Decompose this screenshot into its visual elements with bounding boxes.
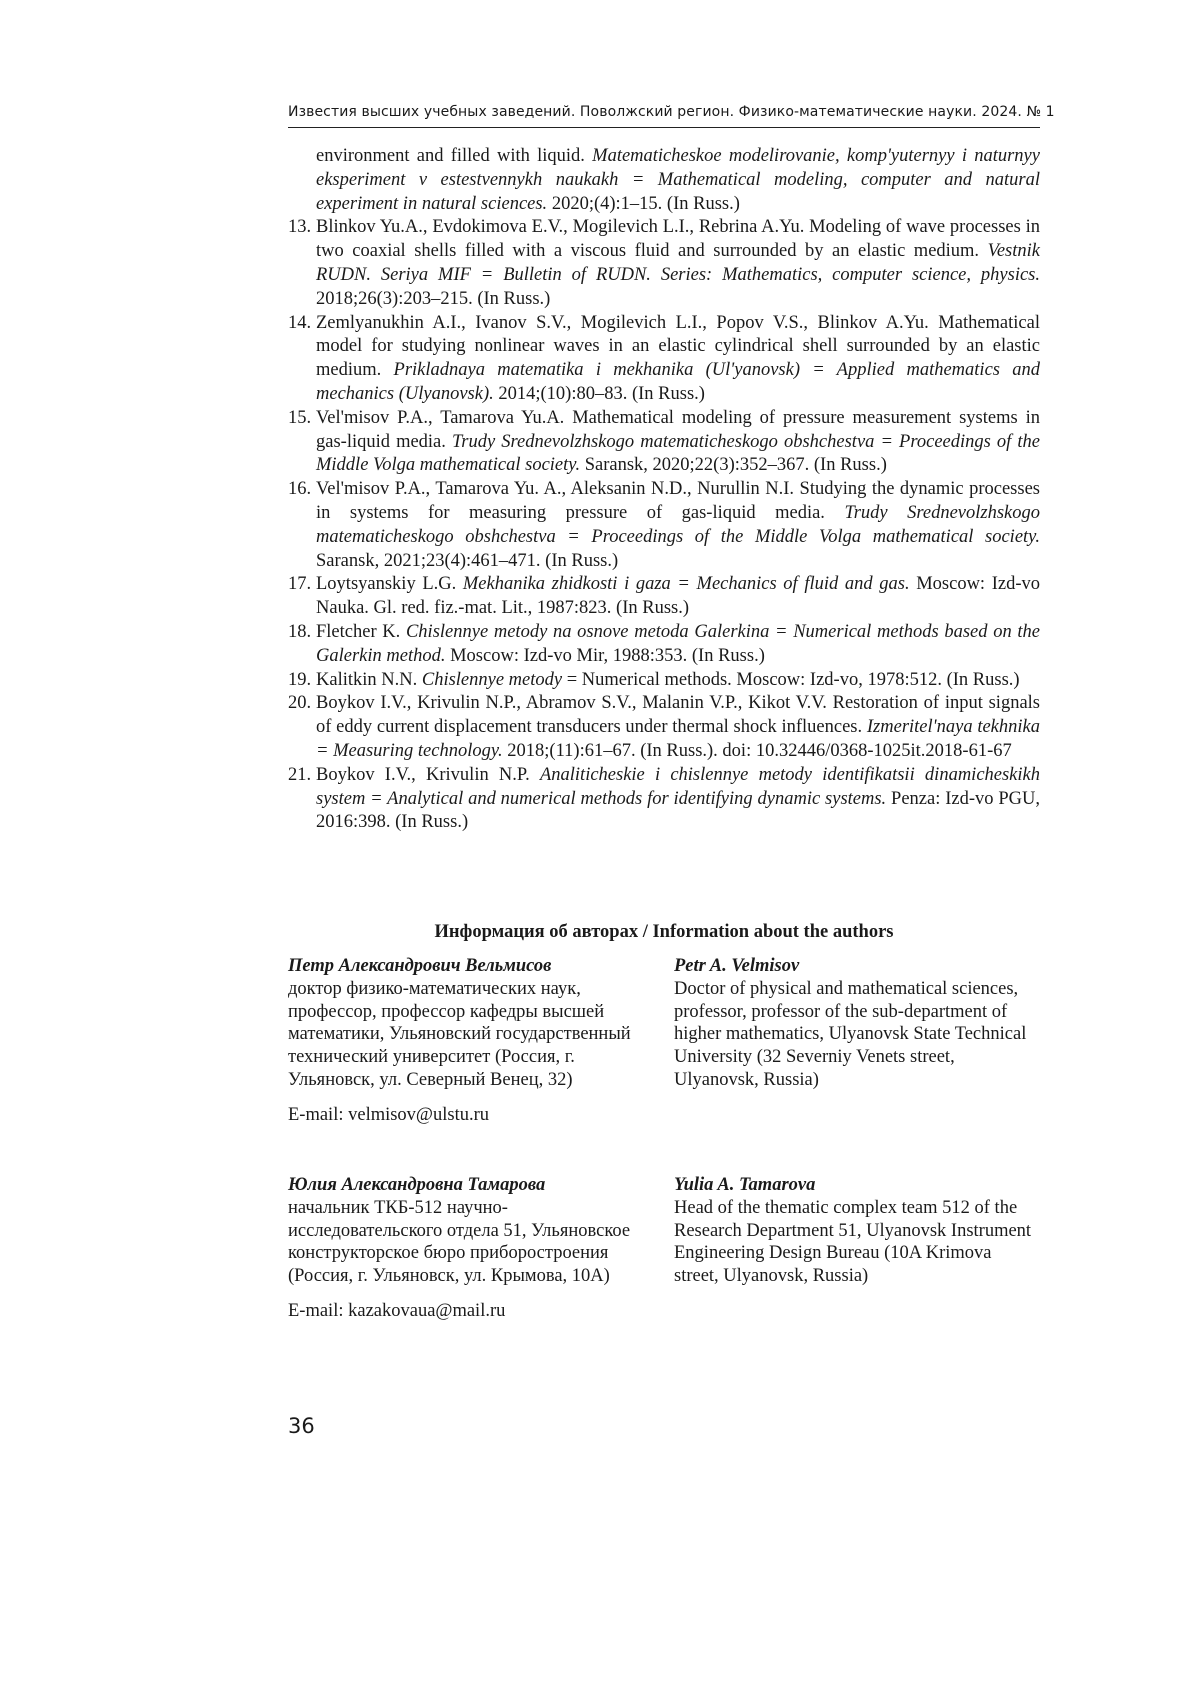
reference-text: Vel'misov P.A., Tamarova Yu. A., Aleksanin N.D., Nurullin N.I. Studying the dynamic processes in systems for measuring pressure of gas-liquid media. Trudy Srednevolzhskogo matematicheskogo obshchestva = Proceedings of the Middle Volga mathematical society. Saransk, 2021;23(4):461–471. (In Russ.) xyxy=(316,479,1041,571)
reference-number: 13. xyxy=(288,217,312,238)
author-name: Петр Александрович Вельмисов xyxy=(288,956,552,976)
author-1-en xyxy=(674,955,1034,1092)
author-bio: доктор физико-математических наук, профессор, профессор кафедры высшей математики, Ульяновский государственный технический университет (Россия, г. Ульяновск, ул. Северный Венец, 32) xyxy=(288,978,631,1090)
author-2-ru xyxy=(288,1174,648,1323)
author-bio: Doctor of physical and mathematical sciences, professor, professor of the sub-department of higher mathematics, Ulyanovsk State Technical University (32 Severniy Venets street, Ulyanovsk, Russia) xyxy=(674,978,1027,1090)
reference-number: 20. xyxy=(288,693,312,714)
reference-list xyxy=(288,145,1040,835)
reference-text: Boykov I.V., Krivulin N.P., Abramov S.V., Malanin V.P., Kikot V.V. Restoration of input signals of eddy current displacement transducers under thermal shock influences. Izmeritel'naya tekhnika = Measuring technology. 2018;(11):61–67. (In Russ.). doi: 10.32446/0368-1025it.2018-61-67 xyxy=(316,693,1040,761)
reference-item xyxy=(288,621,1040,669)
reference-item xyxy=(288,692,1040,763)
reference-item xyxy=(288,312,1040,407)
reference-item xyxy=(288,478,1040,573)
author-bio: Head of the thematic complex team 512 of the Research Department 51, Ulyanovsk Instrument Engineering Design Bureau (10A Krimova street, Ulyanovsk, Russia) xyxy=(674,1197,1032,1287)
reference-text: Vel'misov P.A., Tamarova Yu.A. Mathematical modeling of pressure measurement systems in gas-liquid media. Trudy Srednevolzhskogo matematicheskogo obshchestva = Proceedings of the Middle Volga mathematical society. Saransk, 2020;22(3):352–367. (In Russ.) xyxy=(316,407,1040,476)
reference-item xyxy=(288,669,1040,693)
reference-text: Zemlyanukhin A.I., Ivanov S.V., Mogilevich L.I., Popov V.S., Blinkov A.Yu. Mathematical model for studying nonlinear waves in an elastic cylindrical shell surrounded by an elastic medium. Prikladnaya matematika i mekhanika (Ul'yanovsk) = Applied mathematics and mechanics (Ulyanovsk). 2014;(10):80–83. (In Russ.) xyxy=(316,312,1040,404)
reference-number: 18. xyxy=(288,621,312,642)
author-name: Petr A. Velmisov xyxy=(674,956,800,976)
reference-text: Boykov I.V., Krivulin N.P. Analiticheskie i chislennye metody identifikatsii dinamicheskikh system = Analytical and numerical methods for identifying dynamic systems. Penza: Izd-vo PGU, 2016:398. (In Russ.) xyxy=(316,764,1040,833)
reference-item xyxy=(288,216,1040,311)
reference-item xyxy=(288,407,1040,478)
authors-heading: Информация об авторах / Information about the authors xyxy=(434,922,894,942)
reference-number: 21. xyxy=(288,764,312,785)
author-email: E-mail: velmisov@ulstu.ru xyxy=(288,1104,489,1125)
reference-text: Kalitkin N.N. Chislennye metody = Numerical methods. Moscow: Izd-vo, 1978:512. (In Russ.) xyxy=(316,669,1020,690)
author-name: Юлия Александровна Тамарова xyxy=(288,1175,546,1195)
author-name: Yulia A. Tamarova xyxy=(674,1175,816,1195)
author-bio: начальник ТКБ-512 научно-исследовательского отдела 51, Ульяновское конструкторское бюро приборостроения (Россия, г. Ульяновск, ул. Крымова, 10А) xyxy=(288,1197,631,1287)
author-1-ru xyxy=(288,955,648,1127)
reference-number: 19. xyxy=(288,669,312,690)
reference-number: 15. xyxy=(288,407,312,428)
running-header: Известия высших учебных заведений. Поволжский регион. Физико-математические науки. 2024. № 1 xyxy=(288,104,1055,120)
page-number: 36 xyxy=(288,1414,315,1438)
reference-text: Fletcher K. Chislennye metody na osnove metoda Galerkina = Numerical methods based on the Galerkin method. Moscow: Izd-vo Mir, 1988:353. (In Russ.) xyxy=(316,621,1040,666)
header-rule xyxy=(288,127,1040,128)
reference-number: 14. xyxy=(288,312,312,333)
reference-text: Loytsyanskiy L.G. Mekhanika zhidkosti i gaza = Mechanics of fluid and gas. Moscow: Izd-vo Nauka. Gl. red. fiz.-mat. Lit., 1987:823. (In Russ.) xyxy=(316,574,1040,619)
reference-item xyxy=(288,573,1040,621)
reference-continuation: environment and filled with liquid. Matematicheskoe modelirovanie, komp'yuternyy i naturnyy eksperiment v estestvennykh naukakh = Mathematical modeling, computer and natural experiment in natural sciences. 2020;(4):1–15. (In Russ.) xyxy=(316,146,1040,214)
reference-number: 17. xyxy=(288,574,312,595)
reference-item xyxy=(288,764,1040,835)
author-2-en xyxy=(674,1174,1034,1288)
reference-text: Blinkov Yu.A., Evdokimova E.V., Mogilevich L.I., Rebrina A.Yu. Modeling of wave processes in two coaxial shells filled with a viscous fluid and surrounded by an elastic medium. Vestnik RUDN. Seriya MIF = Bulletin of RUDN. Series: Mathematics, computer science, physics. 2018;26(3):203–215. (In Russ.) xyxy=(316,217,1040,309)
author-email: E-mail: kazakovaua@mail.ru xyxy=(288,1300,506,1321)
reference-number: 16. xyxy=(288,479,312,500)
